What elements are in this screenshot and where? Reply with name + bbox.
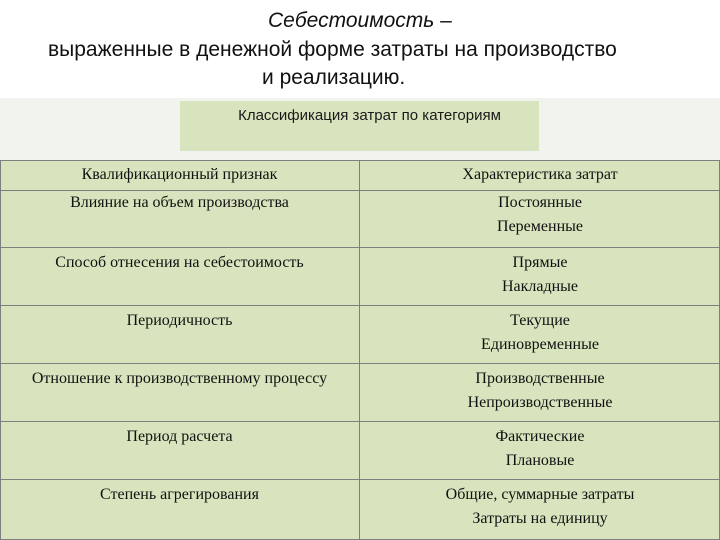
table-row-3-value-2: Единовременные — [481, 336, 599, 353]
table-row-5-value-1: Фактические — [495, 428, 585, 445]
table-row-4-criterion: Отношение к производственному процессу — [31, 370, 328, 387]
header-characteristic: Характеристика затрат — [462, 166, 618, 183]
definition-title — [0, 0, 720, 100]
table-row-2-criterion: Способ отнесения на себестоимость — [55, 254, 304, 271]
title-line-2: выраженные в денежной форме затраты на производство — [48, 38, 617, 61]
table-border-top — [0, 160, 720, 161]
title-line-3: и реализацию. — [262, 66, 406, 89]
table-row-1-value-2: Переменные — [497, 218, 583, 235]
title-line-1 — [268, 7, 452, 34]
row-separator — [0, 247, 720, 248]
table-row-2-value-2: Накладные — [501, 278, 579, 295]
row-separator — [0, 421, 720, 422]
title-term: Себестоимость — [268, 9, 435, 32]
table-row-1-criterion: Влияние на объем производства — [70, 194, 289, 211]
table-row-6-criterion: Степень агрегирования — [100, 486, 259, 503]
table-row-3-value-1: Текущие — [510, 312, 570, 329]
table-row-5-criterion: Период расчета — [126, 428, 233, 445]
table-row-6-value-2: Затраты на единицу — [472, 510, 608, 527]
row-separator — [0, 363, 720, 364]
table-row-2-value-1: Прямые — [512, 254, 568, 271]
table-row-4-value-2: Непроизводственные — [467, 394, 613, 411]
header-criterion: Квалификационный признак — [81, 166, 278, 183]
table-row-6-value-1: Общие, суммарные затраты — [445, 486, 635, 503]
table-row-1-value-1: Постоянные — [498, 194, 582, 211]
title-dash: – — [434, 9, 452, 32]
table-row-4-value-1: Производственные — [475, 370, 605, 387]
category-heading-box: Классификация затрат по категориям — [180, 101, 539, 151]
row-separator — [0, 305, 720, 306]
table-row-5-value-2: Плановые — [505, 452, 575, 469]
row-separator — [0, 479, 720, 480]
table-row-3-criterion: Периодичность — [126, 312, 233, 329]
